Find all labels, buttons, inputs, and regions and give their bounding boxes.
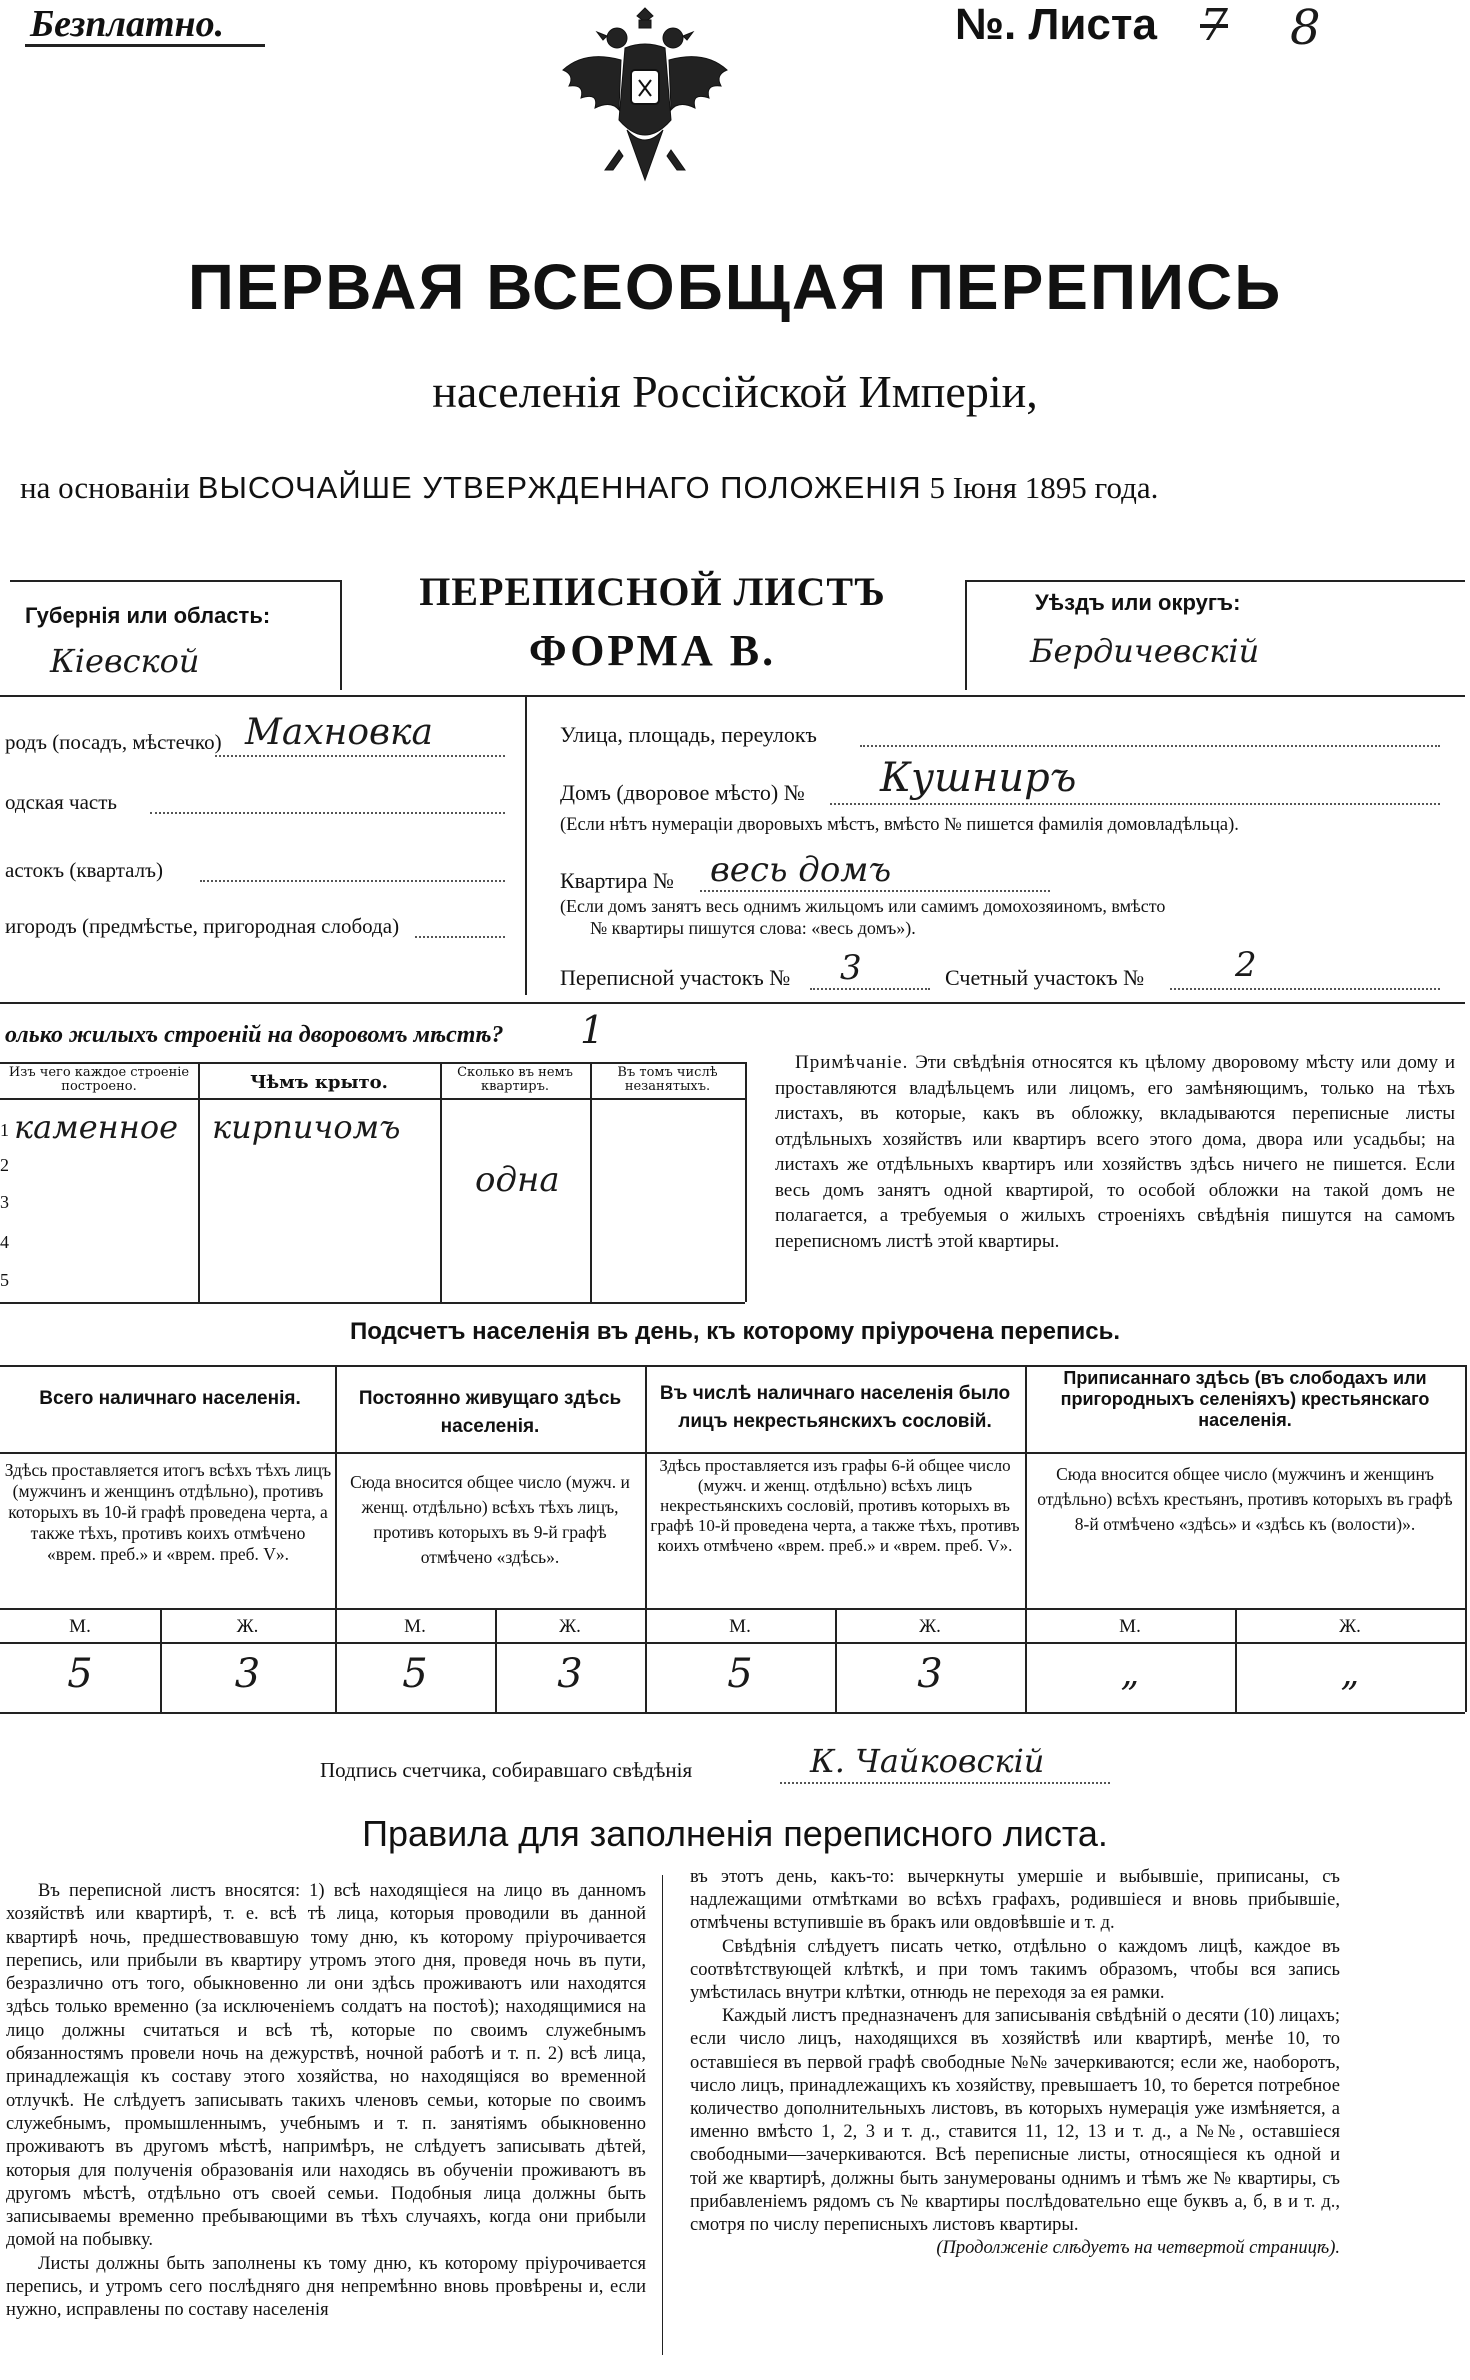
population-non-peasant-female: 3 [917, 1651, 943, 1697]
apartment-note-line1: (Если домъ занятъ весь однимъ жильцомъ или самимъ домохозяиномъ, вмѣсто [560, 896, 1166, 916]
free-label: Безплатно. [30, 3, 225, 45]
rules-right-column [690, 1866, 1340, 2260]
buildings-header-vacant: Въ томъ числѣ незанятыхъ. [617, 1065, 718, 1094]
rules-title: Правила для заполненія переписного листа. [362, 1813, 1108, 1854]
rules-paragraph: Въ переписной листъ вносятся: 1) всѣ находящіеся на лицо въ данномъ хозяйствѣ или квартирѣ, т. е. всѣ тѣ лица, которыя проводили въ данной квартирѣ ночь, предшествовавшую тому дню, къ которому пріурочивается перепись, или прибыли въ квартиру утромъ этого дня, проведя ночь въ пути, безразлично отъ того, обыкновенно ли они здѣсь проживаютъ или находятся здѣсь только временно (за исключеніемъ солдатъ на постоѣ); находящимися на лицо должны считаться и всѣ тѣ, которые по своимъ служебнымъ обязанностямъ провели ночь на дежурствѣ, ночной работѣ и т. п. 2) всѣ лица, принадлежащія къ составу этого хозяйства, но находящіяся во временной отлучкѣ. Не слѣдуетъ записывать такихъ членовъ семьи, которые по своимъ служебнымъ, промышленнымъ, учебнымъ и т. п. занятіямъ обыкновенно проживаютъ въ другомъ мѣстѣ, напримѣръ, не слѣдуетъ записывать дѣтей, которыя для полученія образованія или находясь въ обученіи проживаютъ въ другомъ мѣстѣ, отдѣльно отъ своей семьи. Подобныя лица должны быть записываемы временно пребывающими въ тѣхъ случаяхъ, когда они прибыли домой на побывку. [6, 1881, 646, 2251]
apartment-label: Квартира № [560, 868, 674, 893]
population-header-peasant: Приписаннаго здѣсь (въ слободахъ или пригородныхъ селеніяхъ) крестьянскаго населенія. [1060, 1368, 1430, 1430]
suburb-label: игородъ (предмѣстье, пригородная слобода) [5, 914, 400, 938]
rules-left-column [6, 1880, 646, 2323]
city-value: Махновка [245, 712, 433, 753]
sheet-number-label: №. Листа [955, 0, 1157, 49]
buildings-header-roof: Чѣмъ крыто. [250, 1072, 388, 1093]
signature-value: К. Чайковскій [810, 1742, 1045, 1780]
population-header-total: Всего наличнаго населенія. [39, 1388, 301, 1409]
sheet-title: ПЕРЕПИСНОЙ ЛИСТЪ [419, 569, 886, 614]
sheet-number-value: 8 [1290, 0, 1321, 56]
buildings-row-roof: кирпичомъ [212, 1108, 401, 1146]
house-note: (Если нѣтъ нумераціи дворовыхъ мѣстъ, вмѣсто № пишется фамилія домовладѣльца). [560, 815, 1239, 835]
census-section-label: Переписной участокъ № [560, 965, 791, 990]
buildings-row-number: 1 [0, 1120, 9, 1140]
uezd-value: Бердичевскій [1030, 632, 1260, 670]
population-male-label: М. [404, 1616, 426, 1637]
population-male-label: М. [1119, 1616, 1141, 1637]
count-section-label: Счетный участокъ № [945, 965, 1145, 990]
population-female-label: Ж. [236, 1616, 259, 1637]
population-header-permanent: Постоянно живущаго здѣсь населенія. [358, 1388, 622, 1437]
document-subtitle: населенія Россійской Имперіи, [432, 366, 1038, 417]
population-title: Подсчетъ населенія въ день, къ которому пріурочена перепись. [350, 1318, 1120, 1345]
buildings-row-number: 5 [0, 1270, 9, 1290]
buildings-answer: 1 [580, 1008, 605, 1052]
gubernia-value: Кіевской [50, 642, 200, 680]
population-header-non-peasant: Въ числѣ наличнаго населенія было лицъ некрестьянскихъ сословій. [659, 1383, 1011, 1432]
population-total-male: 5 [67, 1651, 93, 1697]
population-desc-peasant: Сюда вносится общее число (мужчинъ и женщинъ отдѣльно) всѣхъ крестьянъ, противъ которыхъ въ графѣ 8-й отмѣчено «здѣсь» и «здѣсь къ (волости)». [1037, 1464, 1453, 1534]
district-label: одская часть [5, 790, 117, 814]
population-desc-total: Здѣсь проставляется итогъ всѣхъ тѣхъ лицъ (мужчинъ и женщинъ отдѣльно), противъ которыхъ въ 10-й графѣ проведена черта, а также тѣхъ, противъ коихъ отмѣчено «врем. преб.» и «врем. преб. V». [4, 1460, 332, 1564]
note-text: Эти свѣдѣнія относятся къ цѣлому дворовому мѣсту или дому и проставляются владѣльцемъ или лицомъ, его замѣняющимъ, только на тѣхъ листахъ, въ которые, какъ въ обложку, вкладываются переписные листы отдѣльныхъ хозяйствъ или квартиръ всего этого дома, двора или усадьбы; на листахъ же отдѣльныхъ квартиръ или хозяйствъ здѣсь ничего не пишется. Если весь домъ занятъ одной квартирой, то особой обложки на такой домъ не полагается, а требуемыя о жилыхъ строеніяхъ свѣдѣнія пишутся на самомъ переписномъ листѣ этой квартиры. [775, 1052, 1456, 1252]
house-value: Кушниръ [880, 755, 1077, 801]
signature-label: Подпись счетчика, собиравшаго свѣдѣнія [320, 1758, 693, 1782]
population-peasant-female: „ [1340, 1653, 1360, 1694]
rules-continued-note: (Продолженіе слѣдуетъ на четвертой страницѣ). [936, 2238, 1340, 2259]
count-section-value: 2 [1235, 945, 1257, 985]
buildings-row-material: каменное [14, 1108, 179, 1146]
rules-paragraph: въ этотъ день, какъ-то: вычеркнуты умершіе и выбывшіе, приписаны, съ надлежащими отмѣтками во всѣхъ графахъ, родившіеся и вновь прибывшіе, отмѣчены вступившіе въ бракъ или овдовѣвшіе и т. д. [690, 1867, 1340, 1934]
note-title: Примѣчаніе. [795, 1052, 909, 1073]
population-male-label: М. [729, 1616, 751, 1637]
buildings-row-number: 4 [0, 1232, 9, 1252]
population-female-label: Ж. [1339, 1616, 1361, 1637]
population-desc-permanent: Сюда вносится общее число (мужч. и женщ. отдѣльно) всѣхъ тѣхъ лицъ, противъ которыхъ въ 9-й графѣ отмѣчено «здѣсь». [350, 1472, 630, 1567]
legal-basis: на основаніи ВЫСОЧАЙШЕ УТВЕРЖДЕННАГО ПОЛОЖЕНІЯ 5 Іюня 1895 года. [20, 470, 1159, 505]
buildings-header-apartments: Сколько въ немъ квартиръ. [457, 1065, 573, 1094]
population-permanent-female: 3 [557, 1651, 583, 1697]
buildings-row-number: 2 [0, 1155, 9, 1175]
population-male-label: М. [69, 1616, 91, 1637]
census-section-value: 3 [840, 948, 862, 988]
imperial-eagle-emblem-icon [555, 0, 735, 200]
document-title: ПЕРВАЯ ВСЕОБЩАЯ ПЕРЕПИСЬ [187, 251, 1283, 323]
apartment-value: весь домъ [710, 850, 892, 890]
form-title: ФОРМА В. [528, 626, 777, 675]
buildings-question: олько жилыхъ строеній на дворовомъ мѣстѣ? [5, 1022, 504, 1048]
city-label: родъ (посадъ, мѣстечко) [5, 730, 222, 754]
apartment-note-line2: № квартиры пишутся слова: «весь домъ»). [590, 918, 916, 938]
uezd-label: Уѣздъ или округъ: [1035, 590, 1241, 615]
buildings-header-material: Изъ чего каждое строеніе построено. [8, 1065, 190, 1094]
street-label: Улица, площадь, переулокъ [560, 722, 817, 747]
rules-paragraph: Каждый листъ предназначенъ для записыванія свѣдѣній о десяти (10) лицахъ; если число лицъ, находящихся въ хозяйствѣ или квартирѣ, менѣе 10, то оставшіеся въ первой графѣ свободные №№ зачеркиваются; если же, наоборотъ, число лицъ, принадлежащихъ къ хозяйству, превышаетъ 10, то берется потребное количество дополнительныхъ листовъ, въ которыхъ нумерація уже измѣняется, а именно вмѣсто 1, 2, 3 и т. д., ставится 11, 12, 13 и т. д., а №№, оставшіеся свободными—зачеркиваются. Всѣ переписные листы, относящіеся къ одной и той же квартирѣ, должны быть занумерованы однимъ и тѣмъ же № квартиры, съ прибавленіемъ рядомъ съ № квартиры послѣдовательно еще буквъ а, б, в и т. д., смотря по числу переписныхъ листовъ квартиры. [690, 2006, 1340, 2236]
buildings-row-number: 3 [0, 1192, 9, 1212]
rules-paragraph: Листы должны быть заполнены къ тому дню, къ которому пріурочивается перепись, и утромъ сего послѣдняго дня непремѣнно вновь провѣрены и, если нужно, исправлены по составу населенія [6, 2253, 646, 2321]
buildings-note [775, 1050, 1455, 1254]
population-permanent-male: 5 [402, 1651, 428, 1697]
population-total-female: 3 [234, 1651, 261, 1697]
quarter-label: астокъ (кварталъ) [5, 858, 164, 882]
population-peasant-male: „ [1120, 1653, 1140, 1694]
population-desc-non-peasant: Здѣсь проставляется изъ графы 6-й общее число (мужч. и женщ. отдѣльно) всѣхъ лицъ некрестьянскихъ сословій, противъ которыхъ въ графѣ 10-й проведена черта, а также тѣхъ, противъ коихъ отмѣчено «врем. преб.» и «врем. преб. V». [650, 1456, 1020, 1555]
house-label: Домъ (дворовое мѣсто) № [560, 780, 805, 805]
gubernia-label: Губернія или область: [25, 603, 271, 628]
population-non-peasant-male: 5 [727, 1651, 753, 1697]
population-female-label: Ж. [919, 1616, 941, 1637]
sheet-number-crossed: 7 [1200, 0, 1228, 51]
buildings-row-apartments: одна [475, 1160, 560, 1200]
population-female-label: Ж. [559, 1616, 581, 1637]
rules-paragraph: Свѣдѣнія слѣдуетъ писать четко, отдѣльно о каждомъ лицѣ, каждое въ соотвѣтствующей клѣткѣ, и при томъ такимъ образомъ, чтобы вся запись умѣстилась внутри клѣтки, отнюдь не переходя за ея рамки. [690, 1936, 1340, 2004]
